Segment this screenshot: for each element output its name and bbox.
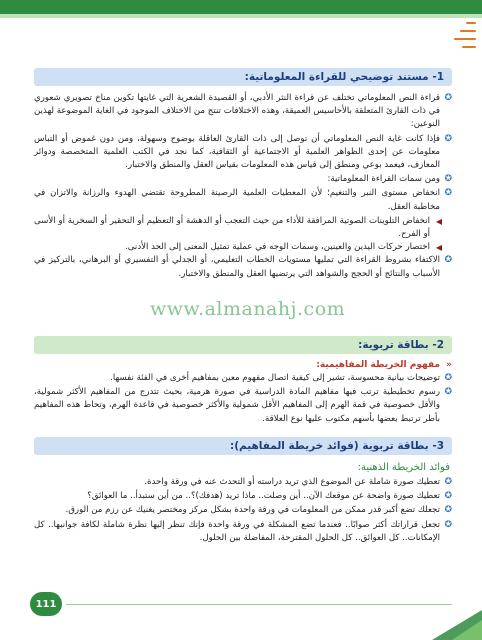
bullet-icon: ✪ [444,133,452,144]
paragraph: ✪ قراءة النص المعلوماتي تختلف عن قراءة النثر الأدبي، أو القصيدة الشعرية التي غايتها تكوين مناخ تصويري شعوري في ذات القارئ المتعلقة بالأحاسيس العميقة، وهذه الاختلافات تنتج من الاختلاف الموجود في الغاية الموضوعة لهذين النوعين: [34,93,452,130]
paragraph: ✪ تعطيك صورة شاملة عن الموضوع الذي تريد دراسته أو التحدث عنه في ورقة واحدة. [34,476,452,489]
section-2-body [34,358,452,427]
watermark-text: www.almanahj.com [150,298,346,320]
bullet-icon: ✪ [444,505,452,516]
section-3-title: 3- بطاقة تربوية (فوائد خريطة المفاهيم): [230,440,444,452]
section-1-body [34,92,452,282]
top-decorative-band [0,0,482,14]
section-2-header [34,336,452,354]
paragraph: ✪ انخفاض مستوى النبر والتنغيم؛ لأن المعطيات العلمية الرصينة المطروحة تقتضي الهدوء والرزانة والاتزان في مخاطبة العقل. [34,188,452,212]
paragraph: ✪ فإذا كانت غاية النص المعلوماتي أن توصل إلى ذات القارئ العاقلة بوضوح وسهولة، ومن دون غموض أو التباس معلومات عن إحدى الظواهر العلمية أو الاجتماعية أو الثقافية، كما نجد في الكتب العلمية المتخصصة ودوائر المعارف، فيعمد بوعي ومنطق إلى قياس هذه المعلومات بقياس العقل والمنطق والاختبار. [34,133,452,171]
bullet-icon: ✪ [444,255,452,266]
bullet-icon: ✪ [444,491,452,502]
paragraph: ✪ توضيحات بيانية محسوسة، تشير إلى كيفية اتصال مفهوم معين بمفاهيم أخرى في الفئة نفسها. [34,372,452,385]
bullet-icon: ✪ [444,93,452,103]
footer-line [66,604,452,605]
bullet-icon: ✪ [444,373,452,383]
side-decoration [452,22,476,82]
corner-decoration-icon [422,610,482,640]
section-3-header [34,437,452,455]
paragraph: ✪ الاكتفاء بشروط القراءة التي تمليها مستويات الخطاب التعليمي، أو الجدلي أو التفسيري أو البرهاني، بالتركيز في الأسباب والنتائج أو الحجج والشواهد التي يرتضيها العقل والمنطق والاختبار. [34,255,452,279]
section-2-subtitle: « مفهوم الخريطة المفاهيمية: [316,360,452,370]
bullet-icon: ✪ [444,387,452,398]
section-1-header [34,68,452,86]
top-decorative-band-light [0,14,482,18]
triangle-bullet-icon: ◀ [435,216,442,226]
double-chevron-icon: « [446,360,452,370]
section-1-title: 1- مستند توضيحي للقراءة المعلوماتية: [244,71,444,83]
paragraph: ✪ تجعلك تضع أكبر قدر ممكن من المعلومات في ورقة واحدة بشكل مركز ومختصر يغنيك عن رزم من الورق. [34,504,452,517]
sub-item: ◀ اختصار حركات اليدين والعينين، وسمات الوجه في عملية تمثيل المعنى إلى الحد الأدنى. [34,241,452,254]
paragraph: ✪ ومن سمات القراءة المعلوماتية: [34,173,452,186]
section-3-body [34,460,452,546]
bullet-icon: ✪ [444,477,452,487]
bullet-icon: ✪ [444,174,452,185]
bullet-icon: ✪ [444,188,452,199]
page-number-badge [30,592,62,616]
sub-item: ◀ انخفاض التلوينات الصوتية المرافقة للأداء من حيث التعجب أو الدهشة أو التعظيم أو التحقير أو السخرية أو الأسى أو الفرح. [34,215,442,240]
paragraph: ✪ تعطيك صورة واضحة عن موقعك الآن.. أين وصلت.. ماذا تريد (هدفك)؟.. من أين ستبدأ.. ما العوائق؟ [34,490,452,503]
page-number: 111 [35,598,57,610]
section-3-subtitle: فوائد الخريطة الذهنية: [357,462,450,473]
paragraph: ✪ تجعل قراراتك أكثر صوابًا.. فعندما تضع المشكلة في ورقة واحدة فإنك تنظر إليها نظرة شاملة لكافة جوانبها.. كل الإمكانات.. كل العوائق.. كل الحلول المقترحة، المفاضلة بين الحلول. [34,519,452,543]
section-2-title: 2- بطاقة تربوية: [358,339,444,351]
triangle-bullet-icon: ◀ [435,243,442,253]
paragraph: ✪ رسوم تخطيطية ترتب فيها مفاهيم المادة الدراسية في صورة هرمية، بحيث تتدرج من المفاهيم الأكثر شمولية، والأقل خصوصية في قمة الهرم إلى المفاهيم الأقل شمولية والأكثر خصوصية في قاعدة الهرم، وتحاط هذه المفاهيم بأطر ترتبط بعضها بأسهم مكتوب عليها نوع العلاقة. [34,387,452,424]
bullet-icon: ✪ [444,519,452,530]
